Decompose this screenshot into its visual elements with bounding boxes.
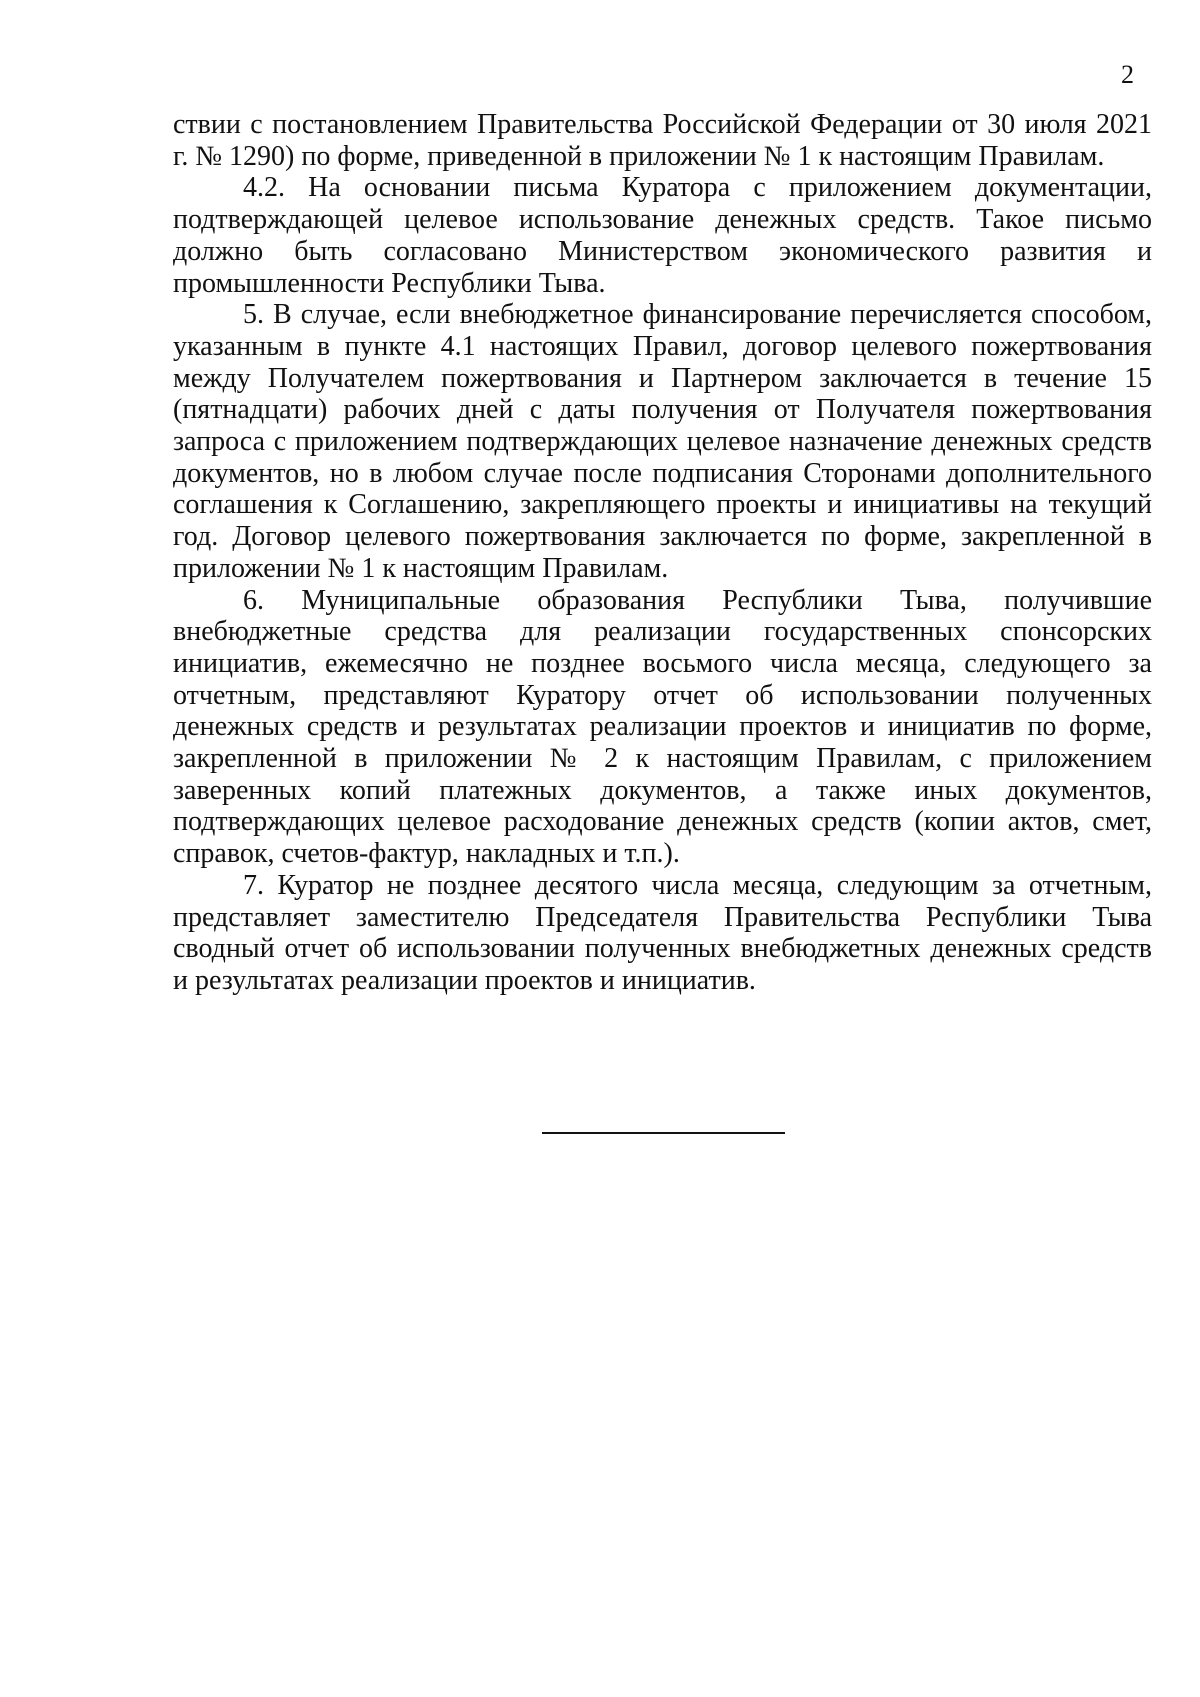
paragraph-7: 7. Куратор не позднее десятого числа месяца, следующим за отчетным, представляет заместителю Председателя Правительства Республики Тыва сводный отчет об использовании полученных внебюджетных денежных средств и результатах реализации проектов и инициатив.	[173, 869, 1152, 996]
document-body	[173, 109, 1152, 997]
paragraph-5: 5. В случае, если внебюджетное финансирование перечисляется способом, указанным в пункте 4.1 настоящих Правил, договор целевого пожертвования между Получателем пожертвования и Партнером заключается в течение 15 (пятнадцати) рабочих дней с даты получения от Получателя пожертвования запроса с приложением подтверждающих целевое назначение денежных средств документов, но в любом случае после подписания Сторонами дополнительного соглашения к Соглашению, закрепляющего проекты и инициативы на текущий год. Договор целевого пожертвования заключается по форме, закрепленной в приложении № 1 к настоящим Правилам.	[173, 299, 1152, 584]
paragraph-4-2: 4.2. На основании письма Куратора с приложением документации, подтверждающей целевое использование денежных средств. Такое письмо должно быть согласовано Министерством экономического развития и промышленности Республики Тыва.	[173, 172, 1152, 299]
paragraph-6: 6. Муниципальные образования Республики Тыва, получившие внебюджетные средства для реализации государственных спонсорских инициатив, ежемесячно не позднее восьмого числа месяца, следующего за отчетным, представляют Куратору отчет об использовании полученных денежных средств и результатах реализации проектов и инициатив по форме, закрепленной в приложении № 2 к настоящим Правилам, с приложением заверенных копий платежных документов, а также иных документов, подтверждающих целевое расходование денежных средств (копии актов, смет, справок, счетов-фактур, накладных и т.п.).	[173, 584, 1152, 870]
paragraph-continuation: ствии с постановлением Правительства Российской Федерации от 30 июля 2021 г. № 1290) по форме, приведенной в приложении № 1 к настоящим Правилам.	[173, 109, 1152, 172]
closing-divider	[542, 1132, 785, 1134]
page-number: 2	[1121, 60, 1134, 89]
